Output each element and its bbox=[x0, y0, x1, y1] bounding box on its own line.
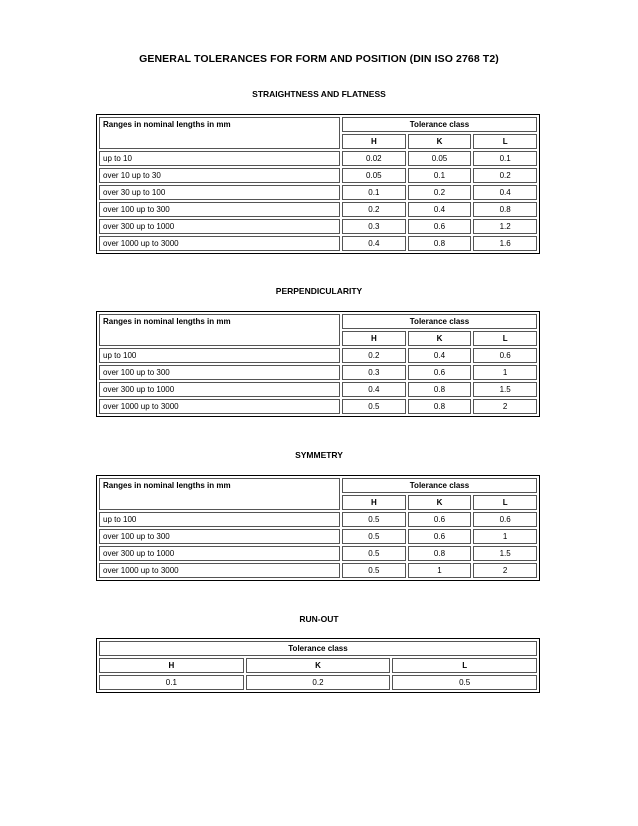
range-cell: up to 100 bbox=[99, 348, 340, 363]
value-cell: 0.6 bbox=[473, 512, 537, 527]
range-cell: over 300 up to 1000 bbox=[99, 382, 340, 397]
value-cell: 0.4 bbox=[342, 382, 406, 397]
table-row bbox=[99, 529, 537, 544]
class-l-header: L bbox=[473, 331, 537, 346]
table-header-row bbox=[99, 314, 537, 329]
value-cell: 0.2 bbox=[408, 185, 472, 200]
table-row bbox=[99, 185, 537, 200]
tolerance-class-header: Tolerance class bbox=[342, 478, 537, 493]
range-cell: up to 10 bbox=[99, 151, 340, 166]
value-cell: 0.6 bbox=[473, 348, 537, 363]
value-cell: 0.1 bbox=[342, 185, 406, 200]
value-cell: 0.6 bbox=[408, 512, 472, 527]
value-cell: 0.5 bbox=[342, 563, 406, 578]
range-cell: over 1000 up to 3000 bbox=[99, 563, 340, 578]
value-cell: 1 bbox=[473, 365, 537, 380]
class-h-header: H bbox=[342, 495, 406, 510]
value-cell: 1 bbox=[473, 529, 537, 544]
value-cell: 2 bbox=[473, 563, 537, 578]
value-cell: 0.4 bbox=[473, 185, 537, 200]
section-title-runout: RUN-OUT bbox=[299, 614, 339, 624]
table-row bbox=[99, 546, 537, 561]
class-h-header: H bbox=[342, 331, 406, 346]
table-class-row bbox=[99, 658, 537, 673]
value-cell: 0.8 bbox=[408, 236, 472, 251]
document-title: GENERAL TOLERANCES FOR FORM AND POSITION (DIN ISO 2768 T2) bbox=[139, 53, 499, 65]
value-cell: 1.5 bbox=[473, 382, 537, 397]
range-cell: over 10 up to 30 bbox=[99, 168, 340, 183]
table-row bbox=[99, 675, 537, 690]
range-cell: over 30 up to 100 bbox=[99, 185, 340, 200]
class-k-header: K bbox=[408, 331, 472, 346]
runout-table bbox=[96, 638, 540, 693]
table-row bbox=[99, 236, 537, 251]
range-cell: over 300 up to 1000 bbox=[99, 546, 340, 561]
range-header: Ranges in nominal lengths in mm bbox=[99, 117, 340, 149]
class-h-header: H bbox=[342, 134, 406, 149]
value-cell: 0.3 bbox=[342, 219, 406, 234]
value-cell: 0.2 bbox=[473, 168, 537, 183]
value-cell: 0.6 bbox=[408, 365, 472, 380]
value-cell: 0.8 bbox=[408, 399, 472, 414]
value-cell: 1.6 bbox=[473, 236, 537, 251]
value-cell: 0.5 bbox=[392, 675, 537, 690]
value-cell: 2 bbox=[473, 399, 537, 414]
table-row bbox=[99, 512, 537, 527]
tolerance-class-header: Tolerance class bbox=[99, 641, 537, 656]
value-cell: 1.5 bbox=[473, 546, 537, 561]
value-cell: 1.2 bbox=[473, 219, 537, 234]
range-cell: over 100 up to 300 bbox=[99, 365, 340, 380]
value-cell: 0.6 bbox=[408, 529, 472, 544]
value-cell: 0.6 bbox=[408, 219, 472, 234]
straightness-table bbox=[96, 114, 540, 254]
class-h-header: H bbox=[99, 658, 244, 673]
value-cell: 0.2 bbox=[246, 675, 391, 690]
value-cell: 0.8 bbox=[408, 382, 472, 397]
table-row bbox=[99, 151, 537, 166]
range-header: Ranges in nominal lengths in mm bbox=[99, 478, 340, 510]
tolerance-class-header: Tolerance class bbox=[342, 117, 537, 132]
value-cell: 0.5 bbox=[342, 546, 406, 561]
value-cell: 0.1 bbox=[99, 675, 244, 690]
value-cell: 0.05 bbox=[342, 168, 406, 183]
range-cell: over 1000 up to 3000 bbox=[99, 399, 340, 414]
value-cell: 1 bbox=[408, 563, 472, 578]
class-k-header: K bbox=[246, 658, 391, 673]
table-header-row bbox=[99, 478, 537, 493]
table-row bbox=[99, 563, 537, 578]
table-row bbox=[99, 168, 537, 183]
section-title-straightness: STRAIGHTNESS AND FLATNESS bbox=[252, 89, 386, 99]
value-cell: 0.2 bbox=[342, 202, 406, 217]
range-cell: up to 100 bbox=[99, 512, 340, 527]
value-cell: 0.4 bbox=[342, 236, 406, 251]
value-cell: 0.4 bbox=[408, 202, 472, 217]
table-row bbox=[99, 399, 537, 414]
class-l-header: L bbox=[473, 134, 537, 149]
class-l-header: L bbox=[392, 658, 537, 673]
value-cell: 0.1 bbox=[473, 151, 537, 166]
value-cell: 0.8 bbox=[408, 546, 472, 561]
table-row bbox=[99, 202, 537, 217]
table-header-row bbox=[99, 641, 537, 656]
section-title-perpendicularity: PERPENDICULARITY bbox=[275, 286, 363, 296]
perpendicularity-table bbox=[96, 311, 540, 417]
class-k-header: K bbox=[408, 134, 472, 149]
value-cell: 0.8 bbox=[473, 202, 537, 217]
range-cell: over 300 up to 1000 bbox=[99, 219, 340, 234]
table-row bbox=[99, 219, 537, 234]
table-header-row bbox=[99, 117, 537, 132]
table-row bbox=[99, 365, 537, 380]
class-l-header: L bbox=[473, 495, 537, 510]
section-title-symmetry: SYMMETRY bbox=[295, 450, 343, 460]
value-cell: 0.5 bbox=[342, 399, 406, 414]
symmetry-table bbox=[96, 475, 540, 581]
range-header: Ranges in nominal lengths in mm bbox=[99, 314, 340, 346]
value-cell: 0.02 bbox=[342, 151, 406, 166]
range-cell: over 100 up to 300 bbox=[99, 202, 340, 217]
value-cell: 0.5 bbox=[342, 512, 406, 527]
table-row bbox=[99, 382, 537, 397]
value-cell: 0.05 bbox=[408, 151, 472, 166]
tolerance-class-header: Tolerance class bbox=[342, 314, 537, 329]
value-cell: 0.2 bbox=[342, 348, 406, 363]
table-row bbox=[99, 348, 537, 363]
range-cell: over 1000 up to 3000 bbox=[99, 236, 340, 251]
value-cell: 0.4 bbox=[408, 348, 472, 363]
class-k-header: K bbox=[408, 495, 472, 510]
value-cell: 0.1 bbox=[408, 168, 472, 183]
value-cell: 0.3 bbox=[342, 365, 406, 380]
value-cell: 0.5 bbox=[342, 529, 406, 544]
range-cell: over 100 up to 300 bbox=[99, 529, 340, 544]
